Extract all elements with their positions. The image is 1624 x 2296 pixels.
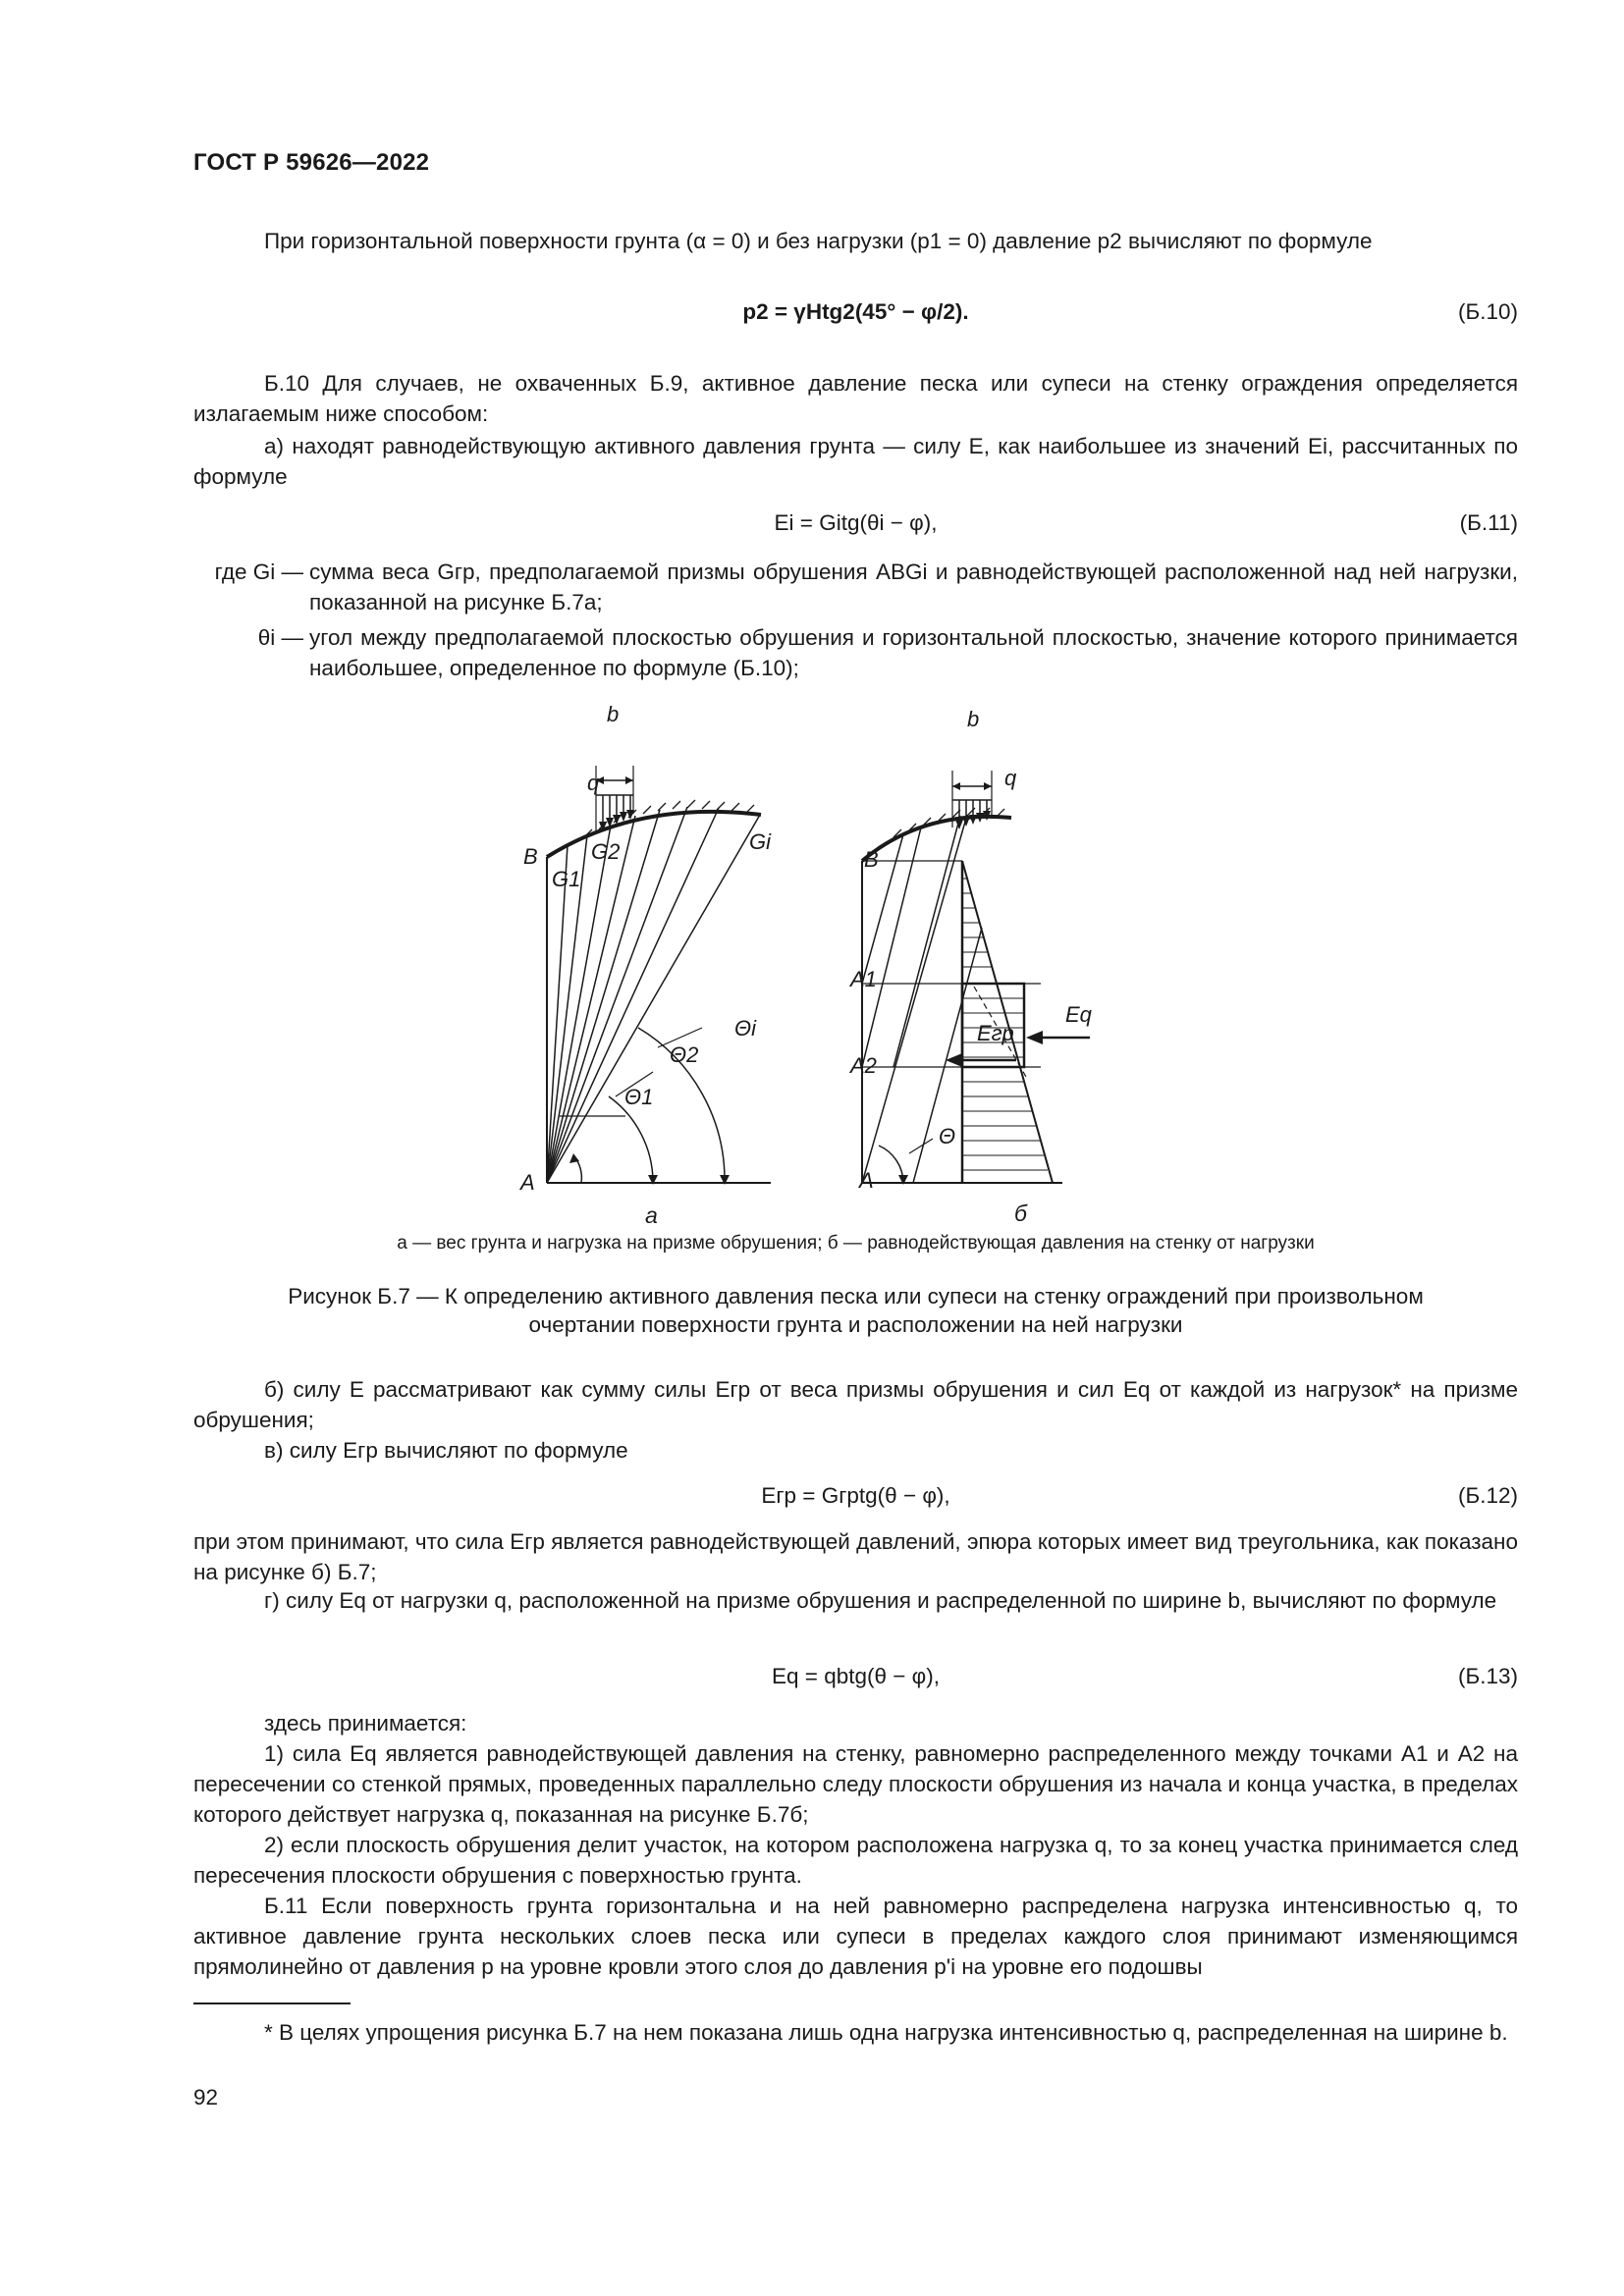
where-term: где Gi — (214, 560, 303, 584)
label-q-b: q (1004, 766, 1017, 790)
formula-b12-number: (Б.12) (1457, 1483, 1518, 1508)
condition-2: 2) если плоскость обрушения делит участок, на котором расположена нагрузка q, то за конец участка принимается след пересечения плоскости обрушения с поверхностью грунта. (193, 1833, 1518, 1888)
label-Gi: Gi (749, 829, 771, 854)
label-B-b: B (864, 847, 879, 872)
item-b-paragraph: б) силу E рассматривают как сумму силы Eгр от веса призмы обрушения и сил Eq от каждой из нагрузок* на призме обрушения; (193, 1377, 1518, 1432)
formula-b11 (193, 506, 1518, 541)
footnote: * В целях упрощения рисунка Б.7 на нем показана лишь одна нагрузка интенсивностью q, распределенная на ширине b. (264, 2020, 1508, 2045)
label-Egr: Eгр (977, 1021, 1014, 1045)
figure-caption-line2: очертании поверхности грунта и расположении на ней нагрузки (528, 1312, 1183, 1337)
label-Eq: Eq (1065, 1002, 1092, 1027)
figure-caption (193, 1282, 1518, 1339)
label-A-b: A (859, 1168, 874, 1193)
label-A2: A2 (850, 1053, 877, 1078)
formula-b12-expr: Eгр = Gгрtg(θ − φ), (761, 1483, 950, 1508)
slip-lines-a (547, 807, 760, 1183)
label-A1: A1 (850, 967, 877, 991)
formula-b11-expr: Ei = Gitg(θi − φ), (774, 510, 938, 535)
panel-label-a: а (645, 1202, 658, 1228)
page-number: 92 (193, 2085, 219, 2109)
formula-b11-number: (Б.11) (1459, 510, 1518, 535)
label-G2: G2 (591, 839, 621, 864)
panel-label-b: б (1014, 1201, 1027, 1226)
item-g-paragraph: г) силу Eq от нагрузки q, расположенной на призме обрушения и распределенной по ширине b, вычисляют по формуле (264, 1588, 1497, 1613)
b10-paragraph: Б.10 Для случаев, не охваченных Б.9, активное давление песка или супеси на стенку ограждения определяется излагаемым ниже способом: (193, 371, 1518, 426)
formula-b10 (193, 294, 1518, 330)
label-theta: Θ (939, 1124, 956, 1148)
where-item-theta (193, 622, 1518, 683)
label-q-a: q (587, 771, 600, 795)
label-G1: G1 (552, 867, 581, 891)
figure-b7 (491, 692, 1237, 1230)
where-desc: сумма веса Gгр, предполагаемой призмы обрушения ABGi и равнодействующей расположенной над ней нагрузки, показанной на рисунке Б.7а; (309, 560, 1518, 614)
formula-b13-number: (Б.13) (1457, 1664, 1518, 1688)
ground-surface-a (547, 812, 761, 857)
figure-b7-drawing (491, 692, 1237, 1230)
where-item-gi (193, 557, 1518, 617)
item-v-paragraph: в) силу Eгр вычисляют по формуле (264, 1438, 628, 1463)
footnote-rule (193, 2002, 351, 2004)
figure-subcaption: а — вес грунта и нагрузка на призме обрушения; б — равнодействующая давления на стенку от нагрузки (397, 1233, 1315, 1254)
formula-b13 (193, 1659, 1518, 1694)
label-b-b: b (967, 707, 980, 731)
figure-caption-line1: Рисунок Б.7 — К определению активного давления песка или супеси на стенку ограждений при произвольном (288, 1284, 1424, 1308)
b10-item-a: а) находят равнодействующую активного давления грунта — силу E, как наибольшее из значений Ei, рассчитанных по формуле (193, 434, 1518, 489)
b11-paragraph: Б.11 Если поверхность грунта горизонтальна и на ней равномерно распределена нагрузка интенсивностью q, то активное давление грунта нескольких слоев песка или супеси в пределах каждого слоя принимают изменяющимся прямолинейно от давления p на уровне кровли этого слоя до давления p'i на уровне его подошвы (193, 1894, 1518, 1979)
label-A-a: A (520, 1170, 535, 1195)
where-desc: угол между предполагаемой плоскостью обрушения и горизонтальной плоскостью, значение которого принимается наибольшее, определенное по формуле (Б.10); (309, 625, 1518, 680)
label-thetai: Θi (734, 1016, 756, 1041)
formula-b10-number: (Б.10) (1457, 299, 1518, 324)
document-header: ГОСТ Р 59626—2022 (193, 149, 430, 176)
ground-surface-b (862, 817, 1011, 861)
intro-paragraph: При горизонтальной поверхности грунта (α = 0) и без нагрузки (p1 = 0) давление p2 вычисляют по формуле (264, 229, 1373, 253)
label-theta2: Θ2 (670, 1042, 699, 1067)
formula-b12 (193, 1478, 1518, 1514)
formula-b10-expr: p2 = γHtg2(45° − φ/2). (742, 299, 969, 324)
label-B-a: B (523, 844, 538, 869)
where-term: θi — (257, 625, 303, 650)
note-paragraph: при этом принимают, что сила Eгр является равнодействующей давлений, эпюра которых имеет вид треугольника, как показано на рисунке б) Б.7; (193, 1529, 1518, 1584)
here-paragraph: здесь принимается: (264, 1711, 467, 1735)
condition-1: 1) сила Eq является равнодействующей давления на стенку, равномерно распределенного между точками A1 и A2 на пересечении со стенкой прямых, проведенных параллельно следу плоскости обрушения из начала и конца участка, в пределах которого действует нагрузка q, показанная на рисунке Б.7б; (193, 1741, 1518, 1827)
formula-b13-expr: Eq = qbtg(θ − φ), (772, 1664, 940, 1688)
label-theta1: Θ1 (624, 1085, 654, 1109)
label-b-a: b (607, 702, 620, 726)
